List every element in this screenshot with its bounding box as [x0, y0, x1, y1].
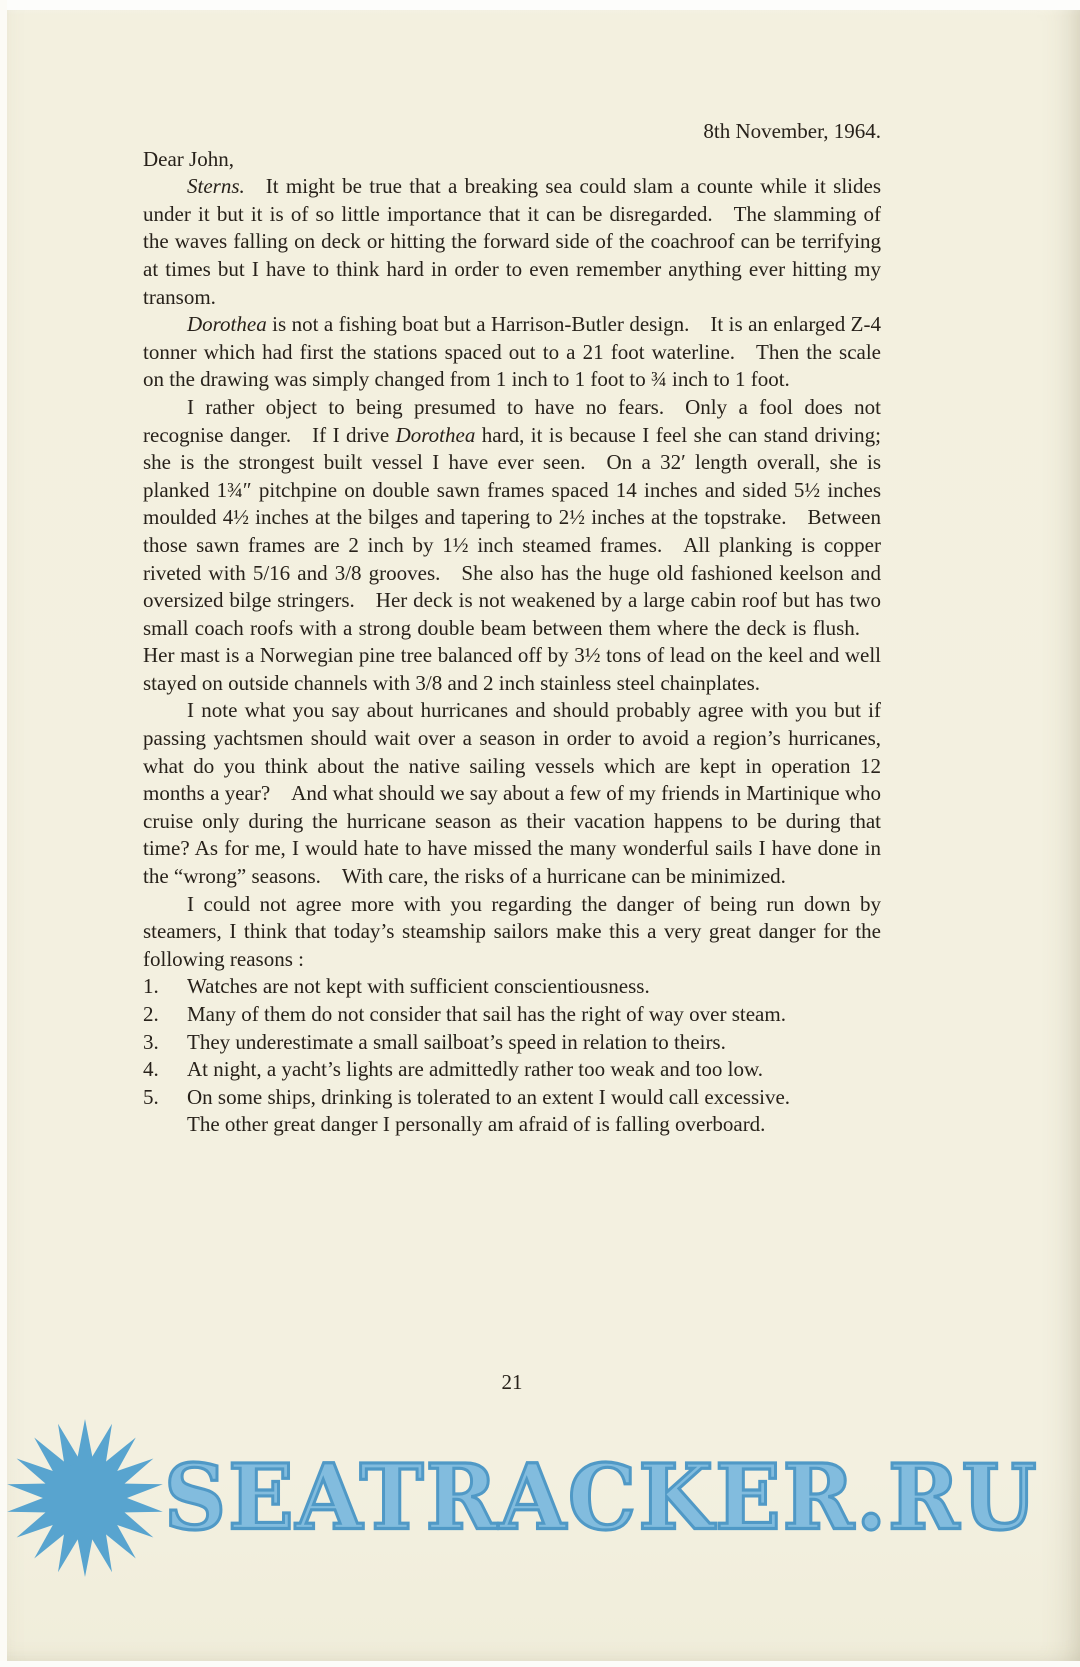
paragraph — [143, 394, 881, 698]
list-item-text: They underestimate a small sailboat’s speed in relation to theirs. — [187, 1029, 726, 1054]
list-item — [143, 973, 881, 1001]
watermark — [0, 1415, 1080, 1580]
body-text: hard, it is because I feel she can stand driving; she is the strongest built vessel I have ever seen. On a 32′ length overall, she is planked 1¾″ pitchpine on double sawn frames spaced 14 inches and sided 5½ inches moulded 4½ inches at the bilges and tapering to 2½ inches at the topstrake. Between those sawn frames are 2 inch by 1½ inch steamed frames. All planking is copper riveted with 5/16 and 3/8 grooves. She also has the huge old fashioned keelson and oversized bilge stringers. Her deck is not weakened by a large cabin roof but has two small coach roofs with a strong double beam between them where the deck is flush. Her mast is a Norwegian pine tree balanced off by 3½ tons of lead on the keel and well stayed on outside channels with 3/8 and 2 inch stainless steel chainplates. — [143, 422, 881, 695]
scan-top-edge — [0, 0, 1080, 10]
italic-text: Sterns. — [187, 174, 245, 199]
list-item-text: Many of them do not consider that sail has the right of way over steam. — [187, 1002, 786, 1026]
paragraph — [143, 891, 881, 974]
list-item-text: On some ships, drinking is tolerated to an extent I would call excessive. — [187, 1084, 791, 1109]
list-item-number: 2. — [143, 1002, 159, 1026]
body-text: I could not agree more with you regarding the danger of being run down by steamers, I think that today’s steamship sailors make this a very great danger for the following reasons : — [143, 891, 881, 971]
italic-text: Dorothea — [395, 422, 476, 447]
list-item-number: 4. — [143, 1057, 159, 1082]
sun-icon — [6, 1419, 164, 1577]
list-item-text: Watches are not kept with sufficient conscientiousness. — [187, 974, 650, 999]
paragraph — [143, 697, 881, 890]
letter-date: 8th November, 1964. — [703, 119, 881, 143]
body-text: is not a fishing boat but a Harrison-Butler design. It is an enlarged Z-4 tonner which had first the stations spaced out to a 21 foot waterline. Then the scale on the drawing was simply changed from 1 inch to 1 foot to ¾ inch to 1 foot. — [143, 312, 881, 392]
italic-text: Dorothea — [187, 312, 267, 337]
body-text: I note what you say about hurricanes and should probably agree with you but if passing yachtsmen should wait over a season in order to avoid a region’s hurricanes, what do you think about the native sailing vessels which are kept in operation 12 months a year? And what should we say about a few of my friends in Martinique who cruise only during the hurricane season as their vacation happens to be during that time? As for me, I would hate to have missed the many wonderful sails I have done in the “wrong” seasons. With care, the risks of a hurricane can be minimized. — [143, 698, 881, 889]
list-item — [143, 1056, 881, 1084]
scan-bottom-edge — [0, 1661, 1080, 1667]
list-item-text: At night, a yacht’s lights are admittedly rather too weak and too low. — [187, 1057, 763, 1082]
list-item — [143, 1001, 881, 1029]
watermark-text: SEATRACKER.RU — [164, 1443, 1039, 1550]
page-number: 21 — [501, 1370, 523, 1394]
list-item-number: 5. — [143, 1084, 159, 1109]
salutation: Dear John, — [143, 146, 234, 171]
list-item — [143, 1029, 881, 1057]
body-text: It might be true that a breaking sea could slam a counte while it slides under it but it is of so little importance that it can be disregarded. The slamming of the waves falling on deck or hitting the forward side of the coachroof can be terrifying at times but I have to think hard in order to even remember anything ever hitting my transom. — [143, 174, 881, 309]
paragraph — [143, 173, 881, 311]
paragraph — [143, 311, 881, 394]
scan-left-edge — [0, 0, 7, 1667]
list-item — [143, 1084, 881, 1112]
list-item-number: 3. — [143, 1029, 159, 1054]
letter-body — [143, 173, 881, 973]
list-item-number: 1. — [143, 974, 159, 999]
letter-text — [143, 118, 881, 1139]
closing-paragraph: The other great danger I personally am afraid of is falling overboard. — [187, 1112, 766, 1137]
numbered-list — [143, 973, 881, 1111]
body-text: I rather object to being presumed to have no fears. Only a fool does not recognise danger. If I drive — [143, 394, 881, 447]
